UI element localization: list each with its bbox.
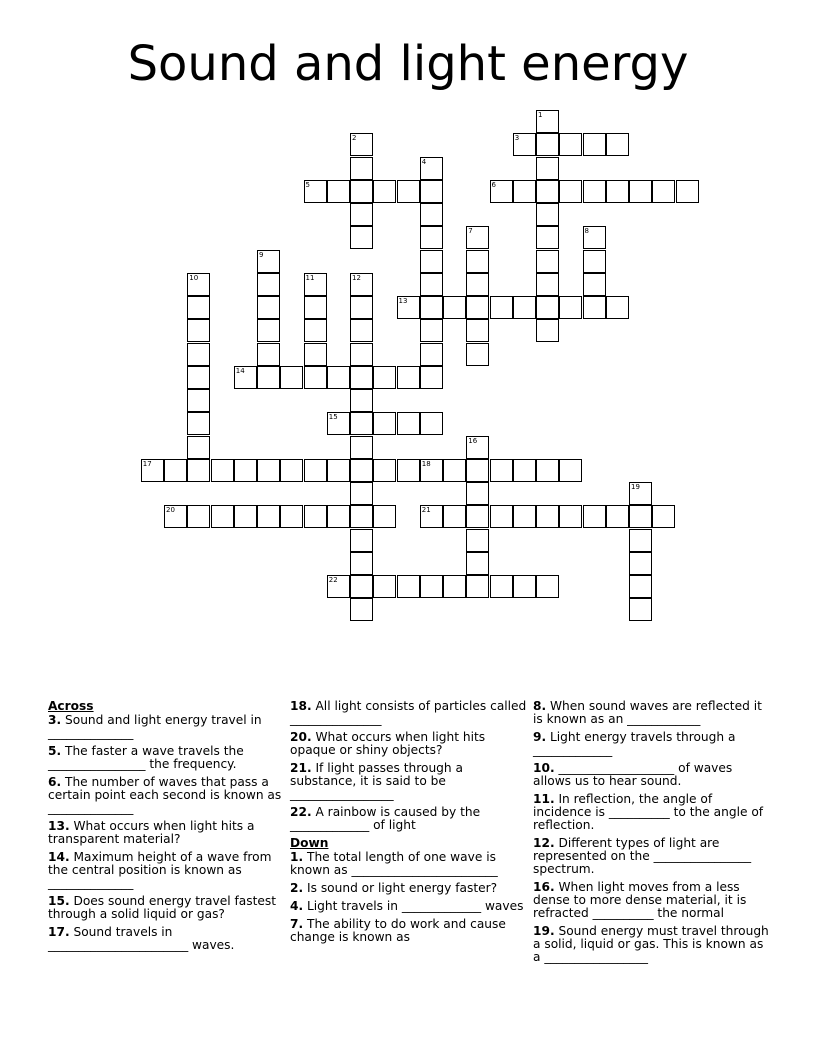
- clue-text: The total length of one wave is known as ________________________: [290, 850, 498, 877]
- grid-cell[interactable]: [559, 296, 582, 319]
- grid-cell[interactable]: [304, 505, 327, 528]
- across-clue: [48, 895, 286, 921]
- grid-cell[interactable]: [466, 250, 489, 273]
- grid-cell[interactable]: [187, 366, 210, 389]
- grid-cell[interactable]: [304, 180, 327, 203]
- clue-number: 17.: [48, 925, 70, 939]
- grid-cell[interactable]: [420, 157, 443, 180]
- grid-cell[interactable]: [211, 505, 234, 528]
- grid-cell[interactable]: [536, 575, 559, 598]
- clue-number: 12: [352, 273, 361, 282]
- across-heading: Across: [48, 699, 94, 713]
- grid-cell[interactable]: [466, 552, 489, 575]
- grid-cell[interactable]: [397, 296, 420, 319]
- grid-cell[interactable]: [280, 505, 303, 528]
- clue-text: Sound and light energy travel in ______________: [48, 713, 262, 740]
- grid-cell[interactable]: [466, 296, 489, 319]
- grid-cell[interactable]: [466, 343, 489, 366]
- clue-text: The faster a wave travels the ________________ the frequency.: [48, 744, 244, 771]
- grid-cell[interactable]: [466, 273, 489, 296]
- clue-number: 11.: [533, 792, 555, 806]
- grid-cell[interactable]: [373, 459, 396, 482]
- across-clue: [290, 731, 528, 757]
- clue-number: 13: [398, 297, 408, 305]
- grid-cell[interactable]: [583, 273, 606, 296]
- grid-cell[interactable]: [327, 459, 350, 482]
- grid-cell[interactable]: [187, 505, 210, 528]
- down-clue: [533, 881, 773, 920]
- across-clue: [48, 820, 286, 846]
- grid-cell[interactable]: [397, 412, 420, 435]
- grid-cell[interactable]: [490, 459, 513, 482]
- clue-text: In reflection, the angle of incidence is __________ to the angle of reflection.: [533, 792, 764, 832]
- grid-cell[interactable]: [583, 180, 606, 203]
- grid-cell[interactable]: [536, 226, 559, 249]
- clue-text: Light energy travels through a _____________: [533, 730, 736, 757]
- grid-cell[interactable]: [513, 459, 536, 482]
- grid-cell[interactable]: [187, 319, 210, 342]
- grid-cell[interactable]: [536, 133, 559, 156]
- grid-cell[interactable]: [559, 180, 582, 203]
- grid-cell[interactable]: [373, 412, 396, 435]
- grid-cell[interactable]: [420, 180, 443, 203]
- grid-cell[interactable]: [559, 133, 582, 156]
- grid-cell[interactable]: [629, 505, 652, 528]
- clues-column-3: [533, 700, 773, 969]
- grid-cell[interactable]: [350, 226, 373, 249]
- grid-cell[interactable]: [350, 389, 373, 412]
- grid-cell[interactable]: [397, 366, 420, 389]
- clue-number: 14.: [48, 850, 70, 864]
- grid-cell[interactable]: [257, 366, 280, 389]
- clue-number: 18.: [290, 699, 312, 713]
- grid-cell[interactable]: [350, 575, 373, 598]
- grid-cell[interactable]: [629, 180, 652, 203]
- clue-number: 8: [584, 227, 589, 236]
- grid-cell[interactable]: [606, 505, 629, 528]
- down-clue: [533, 762, 773, 788]
- clue-number: 16: [468, 436, 478, 445]
- across-clue: [48, 926, 286, 952]
- page-title: Sound and light energy: [127, 36, 689, 92]
- grid-cell[interactable]: [420, 412, 443, 435]
- grid-cell[interactable]: [397, 180, 420, 203]
- clues-column-1: [48, 700, 286, 957]
- grid-cell[interactable]: [443, 575, 466, 598]
- clue-number: 20: [166, 506, 175, 515]
- grid-cell[interactable]: [257, 505, 280, 528]
- grid-cell[interactable]: [187, 296, 210, 319]
- grid-cell[interactable]: [466, 505, 489, 528]
- down-heading: Down: [290, 836, 329, 850]
- grid-cell[interactable]: [420, 203, 443, 226]
- grid-cell[interactable]: [490, 296, 513, 319]
- grid-cell[interactable]: [350, 529, 373, 552]
- grid-cell[interactable]: [280, 459, 303, 482]
- clue-text: What occurs when light hits opaque or shiny objects?: [290, 730, 486, 757]
- grid-cell[interactable]: [257, 273, 280, 296]
- clue-number: 4.: [290, 899, 304, 913]
- clue-number: 4: [421, 157, 427, 166]
- grid-cell[interactable]: [676, 180, 699, 203]
- grid-cell[interactable]: [466, 436, 489, 459]
- clues-column-2: [290, 700, 528, 949]
- clue-number: 17: [142, 459, 152, 468]
- clue-text: What occurs when light hits a transparent material?: [48, 819, 255, 846]
- grid-cell[interactable]: [513, 505, 536, 528]
- grid-cell[interactable]: [350, 157, 373, 180]
- grid-cell[interactable]: [304, 296, 327, 319]
- grid-cell[interactable]: [187, 436, 210, 459]
- down-clue: [533, 731, 773, 757]
- grid-cell[interactable]: [443, 459, 466, 482]
- clue-number: 11: [305, 273, 315, 282]
- grid-cell[interactable]: [490, 505, 513, 528]
- grid-cell[interactable]: [257, 296, 280, 319]
- clue-text: Light travels in _____________ waves: [303, 899, 524, 913]
- grid-cell[interactable]: [304, 343, 327, 366]
- grid-cell[interactable]: [304, 319, 327, 342]
- grid-cell[interactable]: [583, 296, 606, 319]
- grid-cell[interactable]: [350, 459, 373, 482]
- grid-cell[interactable]: [187, 343, 210, 366]
- grid-cell[interactable]: [350, 203, 373, 226]
- grid-cell[interactable]: [606, 133, 629, 156]
- grid-cell[interactable]: [513, 180, 536, 203]
- down-clue: [290, 918, 528, 944]
- grid-cell[interactable]: [397, 575, 420, 598]
- clue-number: 16.: [533, 880, 555, 894]
- grid-cell[interactable]: [536, 110, 559, 133]
- grid-cell[interactable]: [234, 366, 257, 389]
- grid-cell[interactable]: [211, 459, 234, 482]
- grid-cell[interactable]: [257, 319, 280, 342]
- grid-cell[interactable]: [327, 180, 350, 203]
- clue-number: 12.: [533, 836, 555, 850]
- clue-number: 7: [468, 227, 473, 236]
- grid-cell[interactable]: [629, 529, 652, 552]
- grid-cell[interactable]: [559, 505, 582, 528]
- clue-number: 20.: [290, 730, 312, 744]
- clue-number: 14: [235, 366, 245, 375]
- grid-cell[interactable]: [350, 505, 373, 528]
- clue-number: 21.: [290, 761, 312, 775]
- down-clue: [290, 851, 528, 877]
- grid-cell[interactable]: [443, 296, 466, 319]
- grid-cell[interactable]: [350, 296, 373, 319]
- grid-cell[interactable]: [350, 482, 373, 505]
- grid-cell[interactable]: [420, 296, 443, 319]
- grid-cell[interactable]: [420, 505, 443, 528]
- grid-cell[interactable]: [536, 505, 559, 528]
- grid-cell[interactable]: [350, 343, 373, 366]
- clue-text: Does sound energy travel fastest through a solid liquid or gas?: [48, 894, 276, 921]
- across-clue: [290, 762, 528, 801]
- grid-cell[interactable]: [420, 226, 443, 249]
- clue-number: 6.: [48, 775, 62, 789]
- clue-number: 21: [421, 506, 431, 515]
- clue-number: 3: [514, 134, 520, 143]
- grid-cell[interactable]: [583, 133, 606, 156]
- clue-number: 13.: [48, 819, 70, 833]
- grid-cell[interactable]: [513, 575, 536, 598]
- grid-cell[interactable]: [466, 482, 489, 505]
- grid-cell[interactable]: [420, 343, 443, 366]
- grid-cell[interactable]: [280, 366, 303, 389]
- grid-cell[interactable]: [536, 203, 559, 226]
- grid-cell[interactable]: [350, 366, 373, 389]
- grid-cell[interactable]: [513, 133, 536, 156]
- grid-cell[interactable]: [350, 319, 373, 342]
- grid-cell[interactable]: [373, 366, 396, 389]
- grid-cell[interactable]: [443, 505, 466, 528]
- clue-number: 1: [538, 111, 543, 119]
- clue-number: 9.: [533, 730, 547, 744]
- down-clue: [533, 700, 773, 726]
- grid-cell[interactable]: [257, 459, 280, 482]
- clue-number: 2: [352, 134, 357, 143]
- grid-cell[interactable]: [327, 412, 350, 435]
- grid-cell[interactable]: [583, 505, 606, 528]
- clue-number: 19: [631, 483, 640, 491]
- grid-cell[interactable]: [536, 459, 559, 482]
- clue-text: Different types of light are represented on the ________________ spectrum.: [533, 836, 752, 876]
- clue-number: 1.: [290, 850, 304, 864]
- grid-cell[interactable]: [350, 552, 373, 575]
- grid-cell[interactable]: [187, 459, 210, 482]
- grid-cell[interactable]: [629, 598, 652, 621]
- clue-text: All light consists of particles called _______________: [290, 699, 527, 726]
- grid-cell[interactable]: [606, 180, 629, 203]
- grid-cell[interactable]: [652, 505, 675, 528]
- grid-cell[interactable]: [536, 296, 559, 319]
- clue-number: 22.: [290, 805, 312, 819]
- grid-cell[interactable]: [536, 273, 559, 296]
- clue-text: The ability to do work and cause change is known as: [290, 917, 506, 944]
- grid-cell[interactable]: [420, 250, 443, 273]
- clue-text: Sound travels in _______________________ waves.: [48, 925, 235, 952]
- clue-number: 18: [421, 459, 431, 468]
- grid-cell[interactable]: [373, 575, 396, 598]
- down-clue: [533, 793, 773, 832]
- grid-cell[interactable]: [350, 133, 373, 156]
- grid-cell[interactable]: [397, 459, 420, 482]
- across-clue: [48, 714, 286, 740]
- grid-cell[interactable]: [629, 552, 652, 575]
- grid-cell[interactable]: [466, 226, 489, 249]
- grid-cell[interactable]: [187, 389, 210, 412]
- across-clue: [48, 851, 286, 890]
- across-clue: [290, 700, 528, 726]
- grid-cell[interactable]: [420, 319, 443, 342]
- grid-cell[interactable]: [257, 343, 280, 366]
- clue-text: The number of waves that pass a certain point each second is known as ______________: [48, 775, 282, 815]
- clue-text: A rainbow is caused by the _____________ of light: [290, 805, 481, 832]
- grid-cell[interactable]: [559, 459, 582, 482]
- grid-cell[interactable]: [234, 459, 257, 482]
- grid-cell[interactable]: [583, 226, 606, 249]
- grid-cell[interactable]: [490, 575, 513, 598]
- grid-cell[interactable]: [373, 505, 396, 528]
- grid-cell[interactable]: [350, 273, 373, 296]
- clue-number: 19.: [533, 924, 555, 938]
- grid-cell[interactable]: [420, 575, 443, 598]
- clue-text: When sound waves are reflected it is known as an ____________: [533, 699, 762, 726]
- grid-cell[interactable]: [536, 180, 559, 203]
- down-clue: [290, 882, 528, 895]
- clue-number: 5: [305, 180, 310, 189]
- grid-cell[interactable]: [420, 273, 443, 296]
- grid-cell[interactable]: [466, 529, 489, 552]
- grid-cell[interactable]: [373, 180, 396, 203]
- grid-cell[interactable]: [513, 296, 536, 319]
- grid-cell[interactable]: [652, 180, 675, 203]
- grid-cell[interactable]: [187, 412, 210, 435]
- clue-text: Sound energy must travel through a solid, liquid or gas. This is known as a _________________: [533, 924, 769, 964]
- clue-number: 8.: [533, 699, 547, 713]
- grid-cell[interactable]: [606, 296, 629, 319]
- grid-cell[interactable]: [304, 273, 327, 296]
- grid-cell[interactable]: [164, 459, 187, 482]
- grid-cell[interactable]: [350, 180, 373, 203]
- grid-cell[interactable]: [629, 482, 652, 505]
- grid-cell[interactable]: [420, 459, 443, 482]
- grid-cell[interactable]: [327, 366, 350, 389]
- grid-cell[interactable]: [536, 157, 559, 180]
- grid-cell[interactable]: [257, 250, 280, 273]
- grid-cell[interactable]: [490, 180, 513, 203]
- down-clue: [533, 837, 773, 876]
- clue-number: 3.: [48, 713, 62, 727]
- grid-cell[interactable]: [420, 366, 443, 389]
- grid-cell[interactable]: [187, 273, 210, 296]
- clue-text: Is sound or light energy faster?: [303, 881, 498, 895]
- grid-cell[interactable]: [583, 250, 606, 273]
- grid-cell[interactable]: [350, 412, 373, 435]
- clue-text: If light passes through a substance, it is said to be _________________: [290, 761, 463, 801]
- grid-cell[interactable]: [466, 459, 489, 482]
- across-clue: [48, 745, 286, 771]
- clue-number: 5.: [48, 744, 62, 758]
- clue-number: 15.: [48, 894, 70, 908]
- grid-cell[interactable]: [350, 436, 373, 459]
- grid-cell[interactable]: [350, 598, 373, 621]
- grid-cell[interactable]: [629, 575, 652, 598]
- clue-text: ___________________ of waves allows us to hear sound.: [533, 761, 733, 788]
- grid-cell[interactable]: [327, 575, 350, 598]
- down-clue: [533, 925, 773, 964]
- clue-number: 10: [189, 273, 199, 282]
- grid-cell[interactable]: [536, 250, 559, 273]
- clue-number: 7.: [290, 917, 304, 931]
- grid-cell[interactable]: [466, 575, 489, 598]
- clue-text: When light moves from a less dense to more dense material, it is refracted __________ the normal: [533, 880, 747, 920]
- grid-cell[interactable]: [327, 505, 350, 528]
- clue-number: 22: [328, 576, 338, 584]
- clue-number: 2.: [290, 881, 304, 895]
- clue-number: 15: [328, 413, 338, 422]
- grid-cell[interactable]: [304, 366, 327, 389]
- grid-cell[interactable]: [141, 459, 164, 482]
- grid-cell[interactable]: [164, 505, 187, 528]
- across-clue: [290, 806, 528, 832]
- grid-cell[interactable]: [234, 505, 257, 528]
- down-clue: [290, 900, 528, 913]
- clue-text: Maximum height of a wave from the central position is known as ______________: [48, 850, 272, 890]
- clue-number: 10.: [533, 761, 555, 775]
- grid-cell[interactable]: [536, 319, 559, 342]
- grid-cell[interactable]: [304, 459, 327, 482]
- across-clue: [48, 776, 286, 815]
- clue-number: 9: [259, 250, 264, 259]
- grid-cell[interactable]: [466, 319, 489, 342]
- clue-number: 6: [491, 180, 496, 189]
